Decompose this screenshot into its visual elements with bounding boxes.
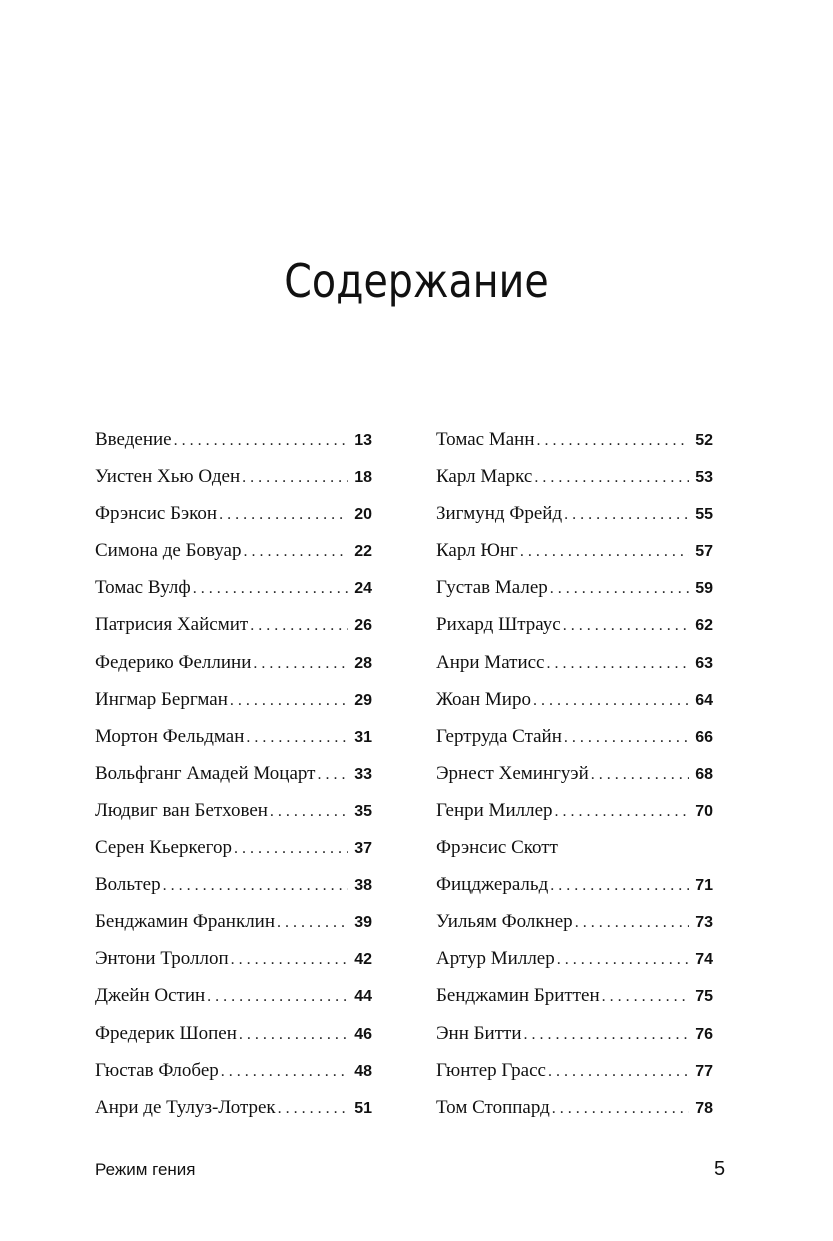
- dot-leader: [174, 429, 348, 453]
- toc-entry[interactable]: [436, 539, 713, 576]
- toc-entry-title: Карл Юнг: [436, 540, 518, 562]
- toc-entry-page: 26: [354, 617, 372, 635]
- toc-entry[interactable]: [436, 1022, 713, 1059]
- toc-entry-title: Фицджеральд: [436, 874, 549, 896]
- dot-leader: [534, 466, 689, 490]
- toc-entry-page: 20: [354, 506, 372, 524]
- toc-entry-title: Том Стоппард: [436, 1096, 550, 1118]
- toc-entry-page: 64: [695, 691, 713, 709]
- toc-entry-title: Симона де Бовуар: [95, 540, 242, 562]
- toc-entry-page: 28: [354, 654, 372, 672]
- toc-entry-title: Федерико Феллини: [95, 651, 252, 673]
- toc-entry-page: 71: [695, 877, 713, 895]
- dot-leader: [193, 577, 348, 601]
- toc-entry-title: Гертруда Стайн: [436, 725, 562, 747]
- toc-entry[interactable]: [95, 688, 372, 725]
- toc-entry[interactable]: [95, 502, 372, 539]
- dot-leader: [163, 874, 348, 898]
- toc-entry[interactable]: [436, 947, 713, 984]
- toc-entry-title: Эрнест Хемингуэй: [436, 762, 589, 784]
- toc-entry[interactable]: [95, 1022, 372, 1059]
- toc-entry-title: Зигмунд Фрейд: [436, 503, 563, 525]
- toc-entry-page: 33: [354, 765, 372, 783]
- toc-entry-title: Жоан Миро: [436, 688, 531, 710]
- running-footer-title: Режим гения: [95, 1160, 196, 1179]
- toc-entry-page: 77: [695, 1062, 713, 1080]
- dot-leader: [555, 800, 689, 824]
- toc-entry[interactable]: [436, 688, 713, 725]
- dot-leader: [550, 874, 689, 898]
- dot-leader: [575, 911, 689, 935]
- page-number: 5: [714, 1158, 726, 1180]
- toc-entry[interactable]: [95, 651, 372, 688]
- toc-entry-title: Уильям Фолкнер: [436, 911, 573, 933]
- dot-leader: [591, 763, 689, 787]
- toc-entry[interactable]: [95, 799, 372, 836]
- dot-leader: [523, 1023, 689, 1047]
- dot-leader: [277, 911, 348, 935]
- toc-entry-title: Людвиг ван Бетховен: [95, 799, 268, 821]
- dot-leader: [221, 1060, 348, 1084]
- toc-entry[interactable]: [436, 465, 713, 502]
- toc-entry-title: Генри Миллер: [436, 799, 553, 821]
- dot-leader: [564, 503, 689, 527]
- dot-leader: [278, 1097, 348, 1121]
- toc-entry-page: 57: [695, 543, 713, 561]
- toc-entry-page: 13: [354, 432, 372, 449]
- toc-entry-title-line1: Фрэнсис Скотт: [436, 837, 558, 859]
- dot-leader: [564, 726, 689, 750]
- toc-entry[interactable]: [436, 910, 713, 947]
- toc-entry-page: 76: [695, 1025, 713, 1043]
- dot-leader: [250, 614, 348, 638]
- toc-entry[interactable]: [95, 1096, 372, 1133]
- toc-entry-page: 35: [354, 802, 372, 820]
- toc-entry-title: Фредерик Шопен: [95, 1022, 237, 1044]
- toc-entry-page: 51: [354, 1099, 372, 1117]
- page-title: Содержание: [284, 254, 549, 308]
- toc-entry[interactable]: [95, 613, 372, 650]
- toc-entry-title: Джейн Остин: [95, 985, 206, 1007]
- toc-entry-page: 38: [354, 877, 372, 895]
- toc-entry-title: Томас Манн: [436, 429, 535, 450]
- toc-entry-page: 68: [695, 765, 713, 783]
- toc-entry[interactable]: [436, 725, 713, 762]
- toc-entry[interactable]: [436, 836, 713, 910]
- toc-entry-title: Серен Кьеркегор: [95, 837, 232, 859]
- toc-entry-page: 62: [695, 617, 713, 635]
- toc-entry-page: 53: [695, 469, 713, 487]
- dot-leader: [520, 540, 689, 564]
- toc-entry-page: 39: [354, 914, 372, 932]
- toc-entry-title: Введение: [95, 429, 172, 450]
- dot-leader: [550, 577, 689, 601]
- toc-entry[interactable]: [436, 576, 713, 613]
- toc-entry-page: 52: [695, 432, 713, 449]
- toc-entry[interactable]: [95, 576, 372, 613]
- toc-entry-page: 22: [354, 543, 372, 561]
- toc-entry-page: 73: [695, 914, 713, 932]
- dot-leader: [537, 429, 690, 453]
- toc-entry[interactable]: [436, 613, 713, 650]
- toc-entry[interactable]: [436, 1096, 713, 1133]
- toc-entry[interactable]: [95, 762, 372, 799]
- toc-entry[interactable]: [436, 762, 713, 799]
- dot-leader: [239, 1023, 348, 1047]
- toc-entry-title: Фрэнсис Бэкон: [95, 503, 218, 525]
- toc-entry-title: Вольфганг Амадей Моцарт: [95, 762, 316, 784]
- toc-entry[interactable]: [95, 873, 372, 910]
- toc-entry-page: 29: [354, 691, 372, 709]
- toc-entry[interactable]: [436, 984, 713, 1021]
- toc-entry-page: 70: [695, 802, 713, 820]
- toc-entry-title: Карл Маркс: [436, 466, 533, 488]
- dot-leader: [243, 540, 348, 564]
- dot-leader: [270, 800, 348, 824]
- toc-entry-page: 31: [354, 728, 372, 746]
- toc-entry-page: 42: [354, 951, 372, 969]
- toc-entry-title: Мортон Фельдман: [95, 725, 245, 747]
- toc-entry[interactable]: [95, 836, 372, 873]
- toc-entry[interactable]: [95, 428, 372, 465]
- toc-entry-title: Вольтер: [95, 874, 161, 896]
- dot-leader: [557, 948, 689, 972]
- toc-entry-page: 37: [354, 840, 372, 858]
- dot-leader: [563, 614, 689, 638]
- toc-right-column: [436, 428, 713, 1133]
- toc-entry[interactable]: [95, 910, 372, 947]
- toc-entry-page: 59: [695, 580, 713, 598]
- toc-entry-page: 18: [354, 469, 372, 487]
- toc-entry-page: 78: [695, 1099, 713, 1117]
- toc-entry-title: Бенджамин Франклин: [95, 911, 276, 933]
- dot-leader: [231, 948, 348, 972]
- dot-leader: [602, 985, 689, 1009]
- dot-leader: [207, 985, 348, 1009]
- toc-entry[interactable]: [95, 1059, 372, 1096]
- toc-entry[interactable]: [436, 502, 713, 539]
- toc-entry-page: 46: [354, 1025, 372, 1043]
- dot-leader: [234, 837, 348, 861]
- toc-entry-page: 63: [695, 654, 713, 672]
- toc-entry[interactable]: [95, 465, 372, 502]
- toc-entry-title: Гюнтер Грасс: [436, 1059, 546, 1081]
- toc-entry-page: 66: [695, 728, 713, 746]
- toc-entry-page: 75: [695, 988, 713, 1006]
- toc-entry[interactable]: [95, 984, 372, 1021]
- dot-leader: [552, 1097, 689, 1121]
- toc-entry[interactable]: [436, 428, 713, 465]
- toc-entry[interactable]: [436, 651, 713, 688]
- dot-leader: [548, 1060, 689, 1084]
- toc-entry-title: Бенджамин Бриттен: [436, 985, 600, 1007]
- dot-leader: [246, 726, 348, 750]
- toc-entry-page: 44: [354, 988, 372, 1006]
- dot-leader: [253, 652, 348, 676]
- toc-entry-title: Гюстав Флобер: [95, 1059, 219, 1081]
- toc-entry-page: 24: [354, 580, 372, 598]
- toc-entry-title: Артур Миллер: [436, 948, 555, 970]
- toc-entry-title: Анри Матисс: [436, 651, 545, 673]
- toc-entry-title: Анри де Тулуз-Лотрек: [95, 1096, 276, 1118]
- dot-leader: [230, 689, 348, 713]
- toc-entry[interactable]: [436, 1059, 713, 1096]
- toc-entry-title: Патрисия Хайсмит: [95, 614, 249, 636]
- dot-leader: [546, 652, 689, 676]
- toc-entry-title: Томас Вулф: [95, 577, 191, 599]
- toc-entry-title: Энн Битти: [436, 1022, 522, 1044]
- toc-entry-title: Энтони Троллоп: [95, 948, 229, 970]
- dot-leader: [317, 763, 348, 787]
- toc-entry-page: 48: [354, 1062, 372, 1080]
- toc-left-column: [95, 428, 372, 1133]
- toc-entry-title: Густав Малер: [436, 577, 548, 599]
- toc-entry-title: Уистен Хью Оден: [95, 466, 241, 488]
- toc-entry[interactable]: [95, 947, 372, 984]
- dot-leader: [533, 689, 689, 713]
- toc-entry-title: Рихард Штраус: [436, 614, 561, 636]
- dot-leader: [219, 503, 348, 527]
- toc-entry-title: Ингмар Бергман: [95, 688, 228, 710]
- toc-entry[interactable]: [95, 539, 372, 576]
- toc-entry[interactable]: [436, 799, 713, 836]
- toc-entry-page: 55: [695, 506, 713, 524]
- toc-entry-page: 74: [695, 951, 713, 969]
- dot-leader: [242, 466, 348, 490]
- toc-entry[interactable]: [95, 725, 372, 762]
